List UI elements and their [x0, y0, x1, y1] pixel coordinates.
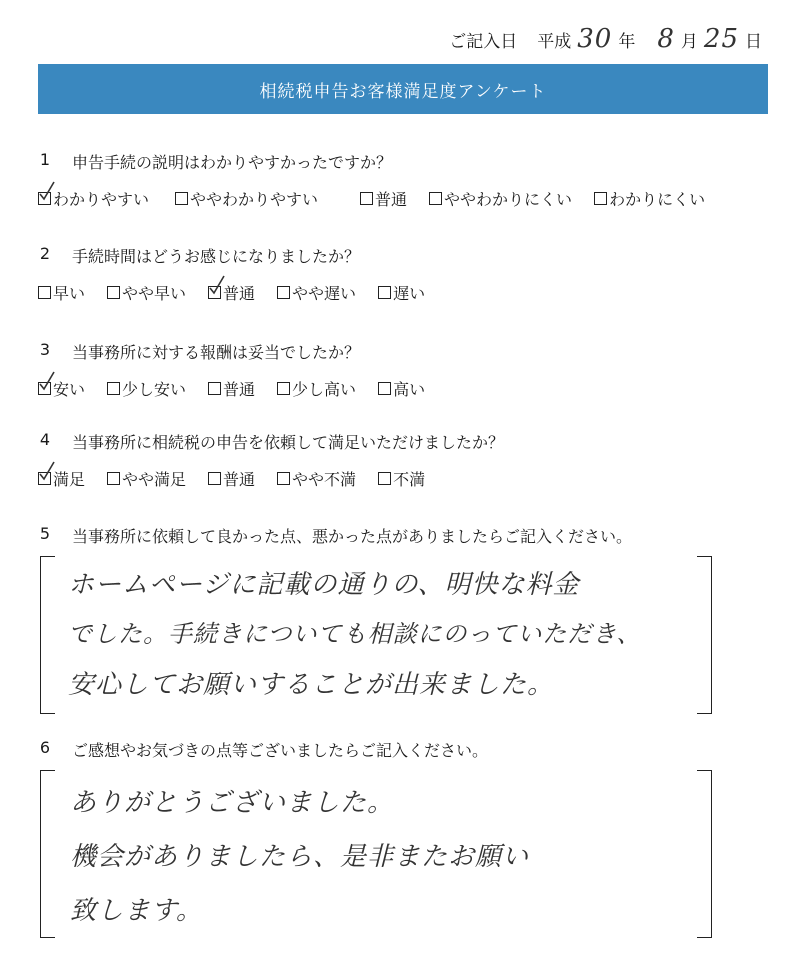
option-checkbox[interactable]: 遅い: [378, 281, 425, 304]
question-text: ご感想やお気づきの点等ございましたらご記入ください。: [72, 741, 489, 760]
question-text: 当事務所に相続税の申告を依頼して満足いただけましたか？: [72, 433, 505, 452]
handwritten-line: でした。手続きについても相談にのっていただき、: [68, 620, 642, 648]
year-unit: 年: [618, 32, 636, 52]
option-checkbox[interactable]: 高い: [378, 377, 425, 400]
option-checkbox[interactable]: 普通: [208, 467, 255, 490]
option-checkbox[interactable]: 普通: [208, 281, 255, 304]
handwritten-line: 致します。: [70, 896, 203, 926]
month-value: 8: [657, 24, 675, 54]
option-checkbox[interactable]: ややわかりにくい: [429, 187, 572, 210]
handwritten-line: 安心してお願いすることが出来ました。: [68, 670, 555, 700]
month-unit: 月: [680, 32, 698, 52]
option-checkbox[interactable]: 早い: [38, 281, 85, 304]
option-checkbox[interactable]: わかりやすい: [38, 187, 149, 210]
option-checkbox[interactable]: やや不満: [277, 467, 356, 490]
checkmark-icon: [207, 274, 227, 296]
option-checkbox[interactable]: 普通: [360, 187, 407, 210]
question-number: 3: [39, 340, 50, 359]
date-label: ご記入日: [449, 32, 518, 52]
option-checkbox[interactable]: ややわかりやすい: [175, 187, 318, 210]
entry-date: [449, 24, 762, 54]
question-number: 6: [39, 738, 50, 757]
option-checkbox[interactable]: やや早い: [107, 281, 186, 304]
options: [38, 187, 705, 210]
day-unit: 日: [745, 32, 762, 52]
day-value: 25: [703, 24, 739, 54]
handwritten-line: ありがとうございました。: [70, 788, 395, 818]
question-6: [38, 738, 488, 761]
option-checkbox[interactable]: 少し安い: [107, 377, 186, 400]
question-number: 1: [39, 150, 50, 169]
option-checkbox[interactable]: 満足: [38, 467, 85, 490]
question-2: [38, 244, 447, 304]
handwritten-line: 機会がありましたら、是非またお願い: [70, 842, 530, 872]
option-checkbox[interactable]: わかりにくい: [594, 187, 705, 210]
question-4: [38, 430, 504, 490]
options: [38, 377, 447, 400]
option-checkbox[interactable]: 普通: [208, 377, 255, 400]
question-text: 手続時間はどうお感じになりましたか？: [72, 247, 361, 266]
checkmark-icon: [37, 180, 57, 202]
question-5: [38, 524, 632, 547]
option-checkbox[interactable]: 安い: [38, 377, 85, 400]
question-number: 5: [39, 524, 50, 543]
survey-title: 相続税申告お客様満足度アンケート: [38, 64, 768, 114]
comment-box-6[interactable]: [40, 770, 712, 938]
year-value: 30: [577, 24, 613, 54]
era: 平成: [537, 32, 572, 52]
option-checkbox[interactable]: 不満: [378, 467, 425, 490]
options: [38, 467, 504, 490]
options: [38, 281, 447, 304]
option-checkbox[interactable]: やや遅い: [277, 281, 356, 304]
question-number: 4: [39, 430, 50, 449]
question-3: [38, 340, 447, 400]
checkmark-icon: [37, 370, 57, 392]
handwritten-line: ホームページに記載の通りの、明快な料金: [68, 570, 580, 600]
checkmark-icon: [37, 460, 57, 482]
option-checkbox[interactable]: やや満足: [107, 467, 186, 490]
question-text: 当事務所に対する報酬は妥当でしたか？: [72, 343, 361, 362]
option-checkbox[interactable]: 少し高い: [277, 377, 356, 400]
question-1: [38, 150, 705, 210]
question-text: 申告手続の説明はわかりやすかったですか？: [72, 153, 393, 172]
comment-box-5[interactable]: [40, 556, 712, 714]
question-number: 2: [39, 244, 50, 263]
question-text: 当事務所に依頼して良かった点、悪かった点がありましたらご記入ください。: [72, 527, 633, 546]
